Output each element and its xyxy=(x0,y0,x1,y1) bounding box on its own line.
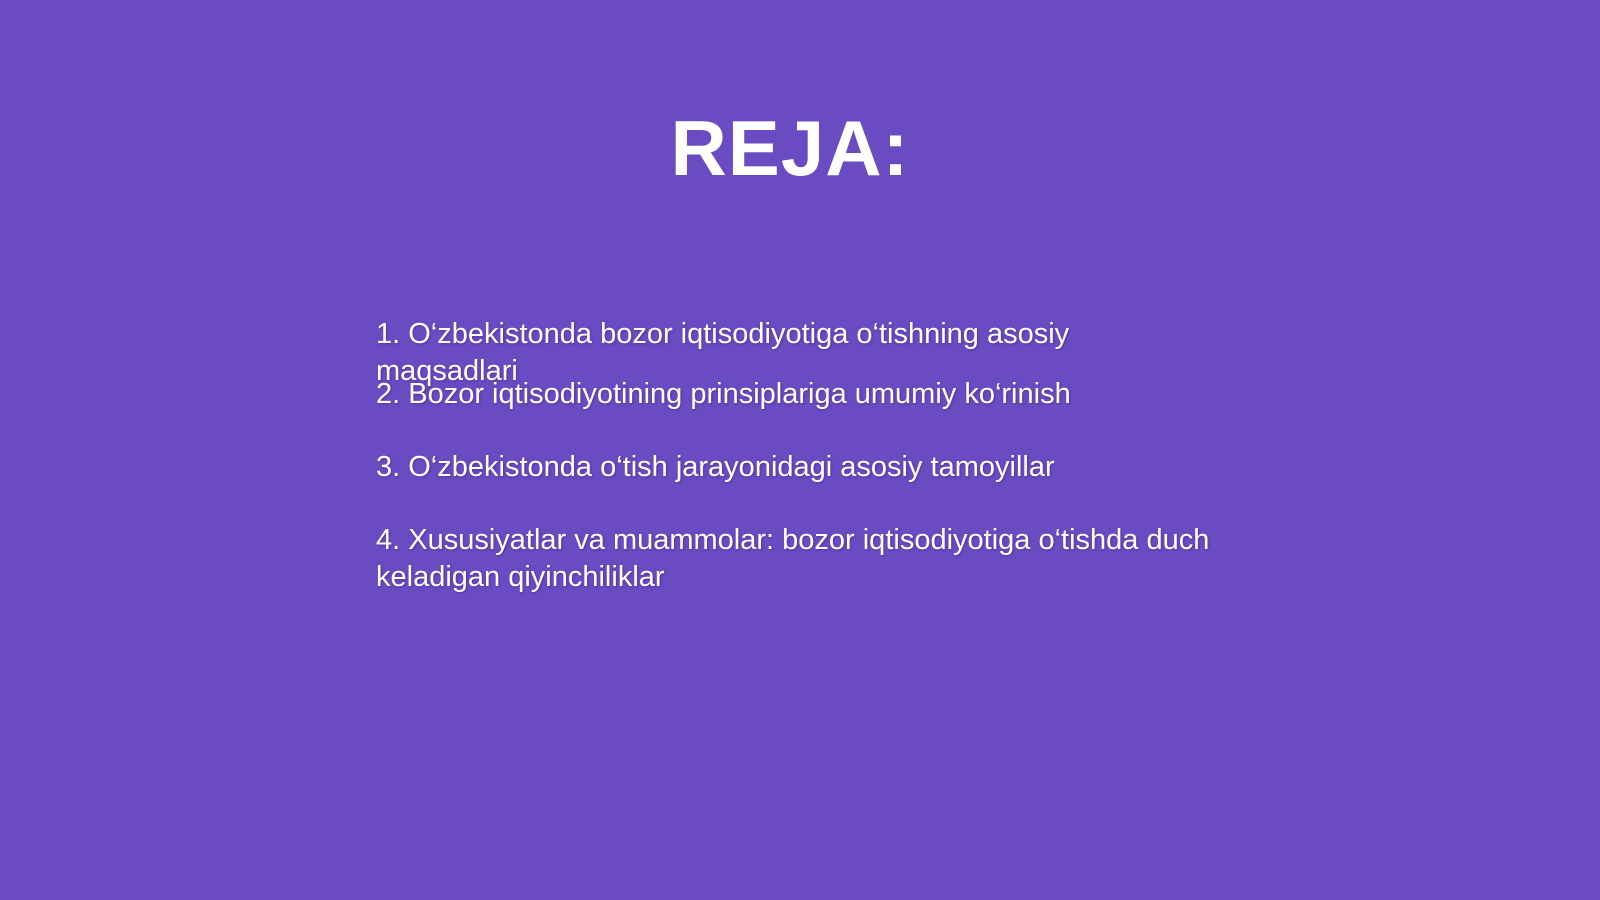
plan-item-1: 1. O‘zbekistonda bozor iqtisodiyotiga o‘tishning asosiy maqsadlari xyxy=(376,318,1070,387)
plan-item-2: 2. Bozor iqtisodiyotining prinsiplariga umumiy ko‘rinish xyxy=(376,378,1071,410)
plan-item-3: 3. O‘zbekistonda o‘tish jarayonidagi asosiy tamoyillar xyxy=(376,451,1055,483)
slide-title: REJA: xyxy=(670,104,910,192)
plan-item-4: 4. Xususiyatlar va muammolar: bozor iqtisodiyotiga o‘tishda duch keladigan qiyinchiliklar xyxy=(376,524,1210,593)
